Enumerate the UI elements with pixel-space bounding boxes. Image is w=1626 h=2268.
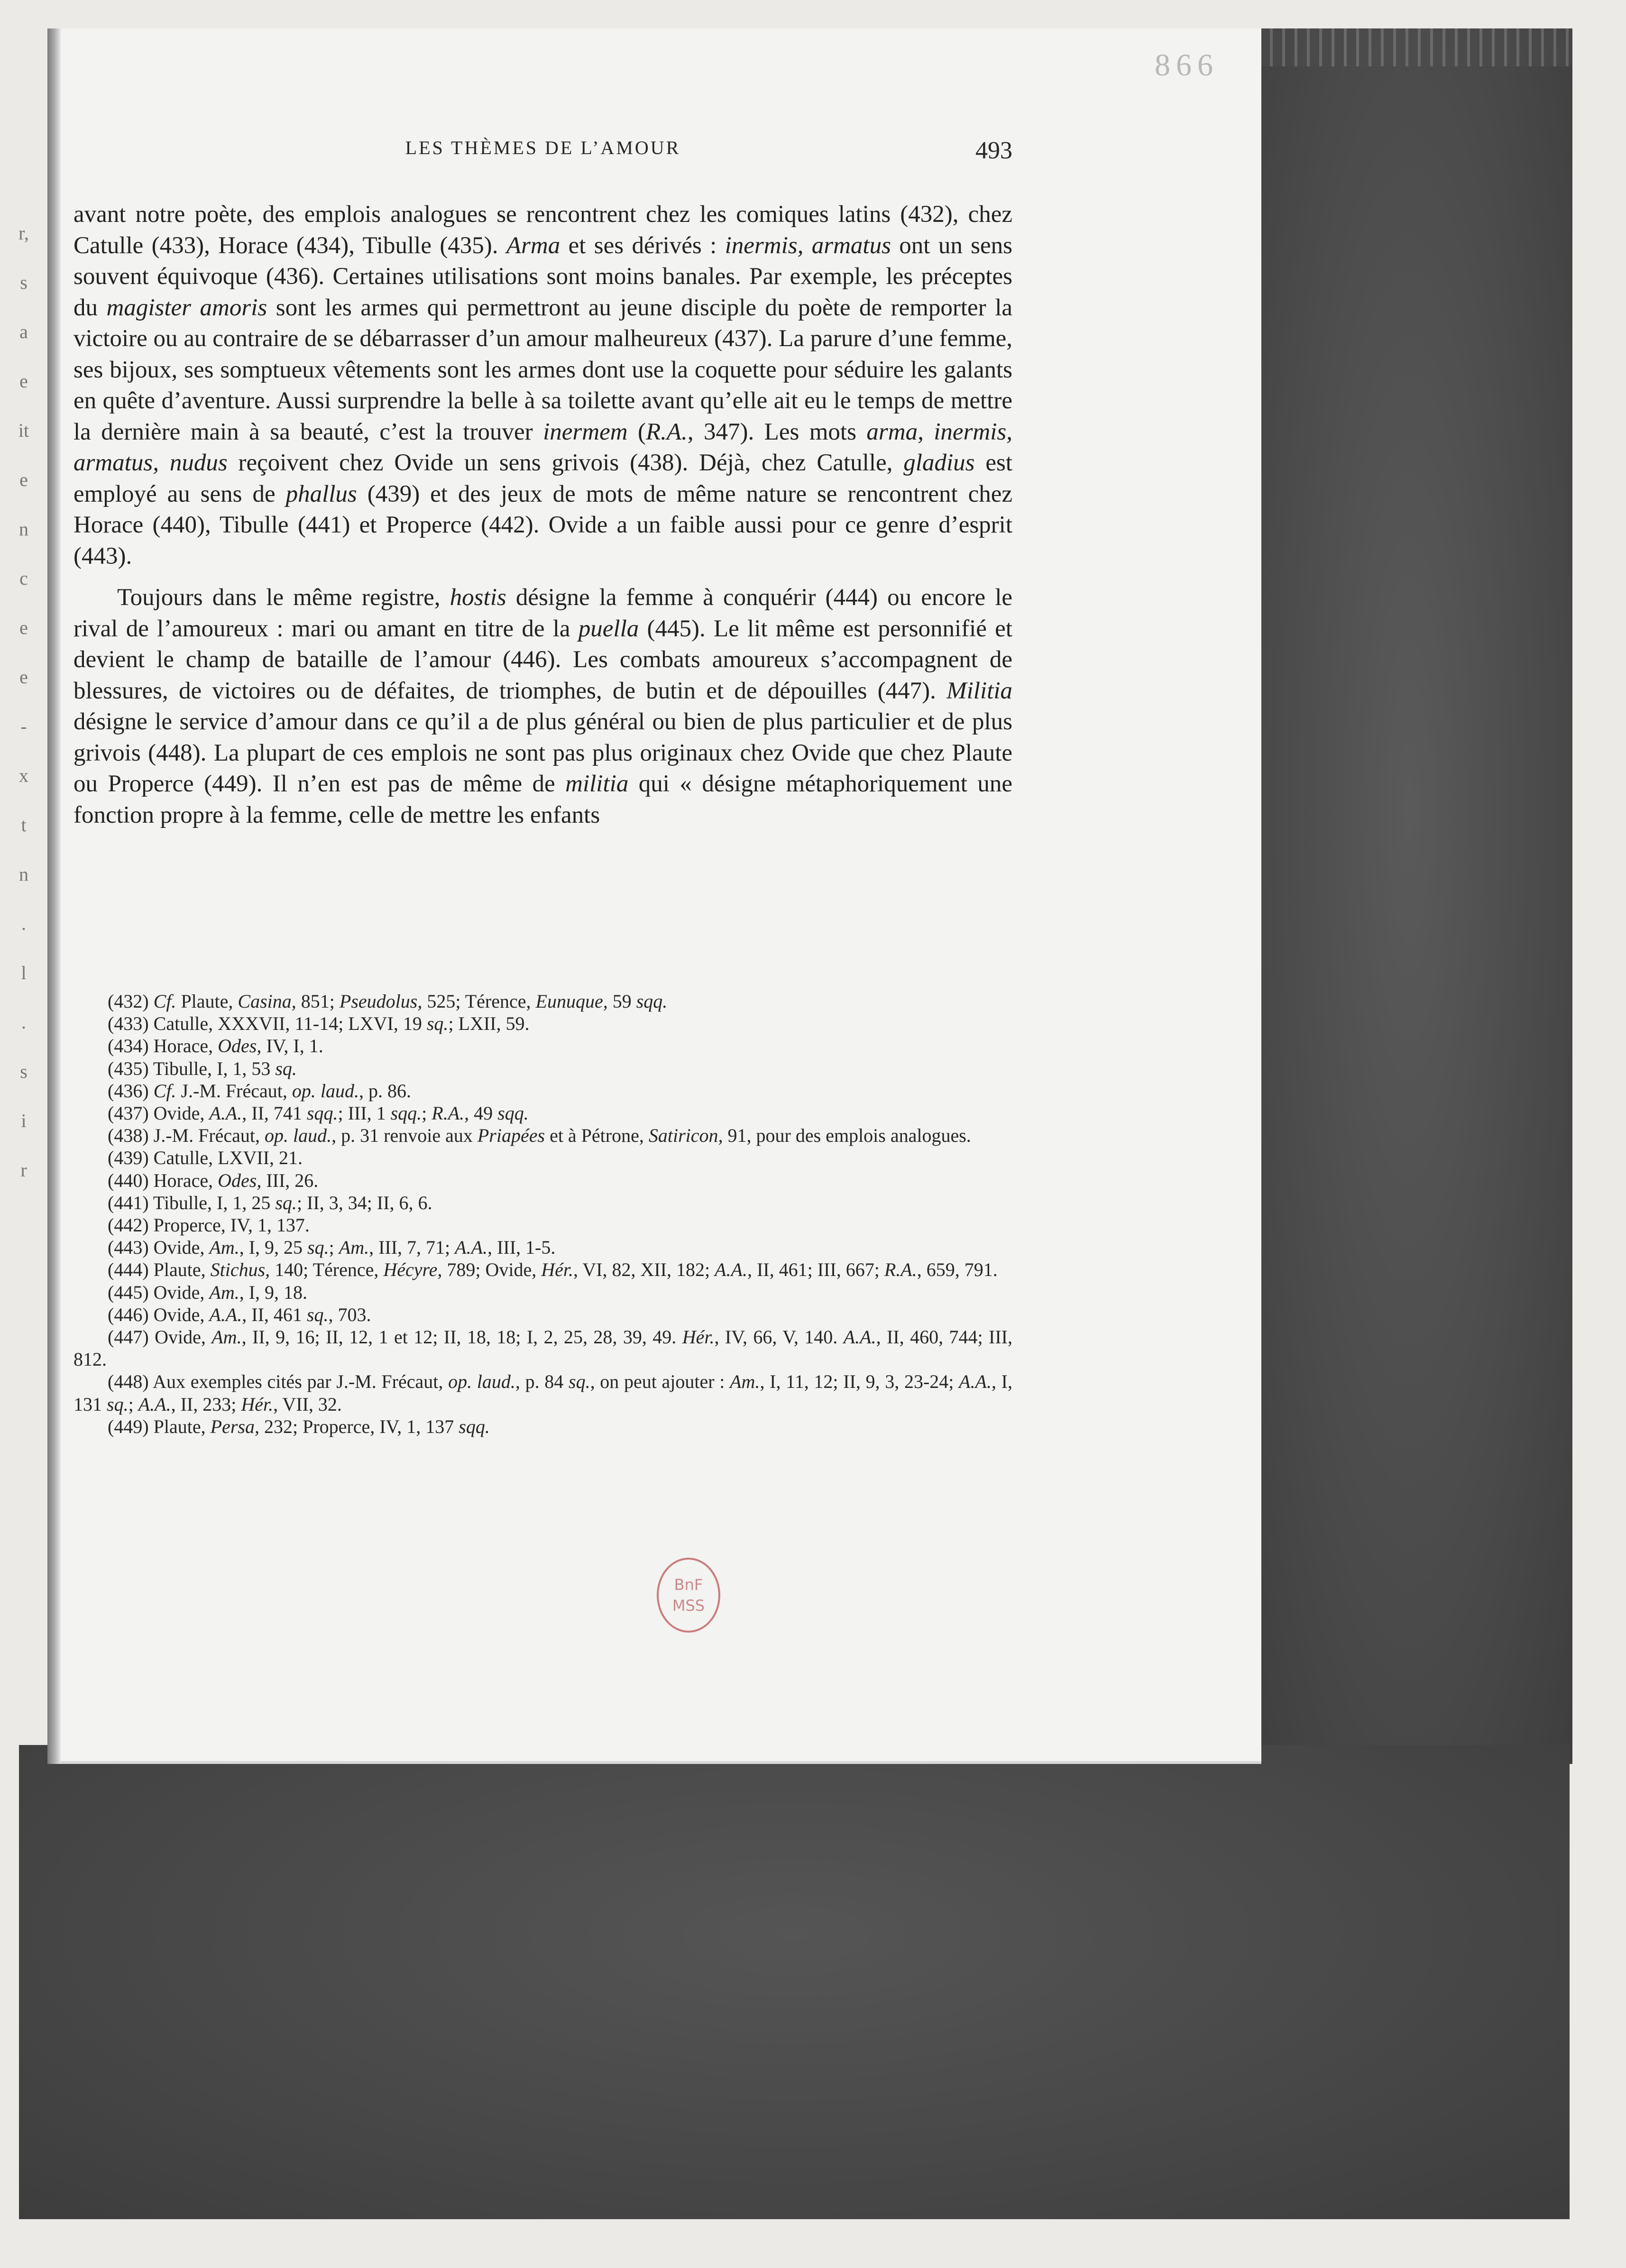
margin-letter: n bbox=[19, 518, 28, 540]
text-span: J.-M. Frécaut, bbox=[176, 1080, 292, 1102]
text-span: ; bbox=[128, 1393, 138, 1415]
footnote bbox=[73, 1035, 1012, 1057]
italic-span: A.A. bbox=[455, 1237, 488, 1258]
footnote bbox=[73, 1012, 1012, 1035]
italic-span: hostis bbox=[450, 584, 506, 611]
text-span: (433) Catulle, XXXVII, 11-14; LXVI, 19 bbox=[108, 1013, 427, 1035]
running-header bbox=[73, 137, 1012, 170]
text-span: (442) Properce, IV, 1, 137. bbox=[108, 1214, 310, 1236]
text-span: et à Pétrone, bbox=[545, 1125, 649, 1147]
text-span: (439) Catulle, LXVII, 21. bbox=[108, 1147, 303, 1169]
italic-span: sqq. bbox=[636, 991, 668, 1012]
italic-span: op. laud. bbox=[448, 1371, 515, 1393]
italic-span: sqq. bbox=[306, 1102, 338, 1124]
italic-span: Eunuque, bbox=[535, 991, 608, 1012]
text-span: (432) bbox=[108, 991, 154, 1012]
text-span: ont un sens souvent équivoque (436). Certaines utilisations sont moins banales. Par exemple, les préceptes du bbox=[73, 232, 1013, 321]
text-span: (437) Ovide, bbox=[108, 1102, 210, 1124]
margin-letter: e bbox=[19, 469, 28, 490]
footnote bbox=[73, 1281, 1012, 1304]
italic-span: sqq. bbox=[459, 1415, 490, 1437]
footnote bbox=[73, 1214, 1012, 1236]
italic-span: Am. bbox=[730, 1371, 760, 1393]
italic-span: Hér. bbox=[241, 1393, 274, 1415]
italic-span: Persa, bbox=[210, 1415, 259, 1437]
text-span: , p. 86. bbox=[358, 1080, 411, 1102]
text-span: 59 bbox=[607, 991, 636, 1012]
text-span: (436) bbox=[108, 1080, 154, 1102]
scan-shadow-right bbox=[1242, 28, 1572, 1764]
library-stamp bbox=[657, 1558, 720, 1633]
italic-span: R.A. bbox=[646, 418, 688, 445]
text-span: , III, 1-5. bbox=[487, 1237, 556, 1258]
page-binding-edge bbox=[47, 28, 61, 1764]
margin-letter: r bbox=[20, 1159, 27, 1181]
footnote bbox=[73, 990, 1012, 1012]
margin-letter: e bbox=[19, 666, 28, 688]
text-span: III, 26. bbox=[261, 1169, 319, 1191]
text-span: , I, 9, 25 bbox=[239, 1237, 308, 1258]
text-span: , p. 84 bbox=[515, 1371, 569, 1393]
text-span: (440) Horace, bbox=[108, 1169, 218, 1191]
italic-span: Hécyre, bbox=[383, 1259, 442, 1281]
text-span: désigne la femme à conquérir (444) ou encore le rival de l’amoureux : mari ou amant en titre de la bbox=[73, 584, 1013, 642]
footnote bbox=[73, 1258, 1012, 1281]
text-span: , I, 9, 18. bbox=[239, 1281, 308, 1303]
italic-span: A.A. bbox=[138, 1393, 171, 1415]
scan-shadow-bottom bbox=[19, 1745, 1570, 2219]
italic-span: phallus bbox=[285, 480, 357, 507]
text-span: , III, 7, 71; bbox=[369, 1237, 455, 1258]
italic-span: Odes, bbox=[218, 1169, 262, 1191]
italic-span: A.A. bbox=[715, 1259, 747, 1281]
text-span: , I, 11, 12; II, 9, 3, 23-24; bbox=[760, 1371, 959, 1393]
italic-span: Pseudolus, bbox=[339, 991, 423, 1012]
margin-letter: i bbox=[21, 1110, 27, 1131]
italic-span: Am. bbox=[209, 1237, 239, 1258]
text-span: avant notre poète, des emplois analogues se rencontrent chez les comiques latins (432), chez Catulle (433), Horace (434), Tibulle (435). bbox=[73, 201, 1012, 259]
text-span: , 659, 791. bbox=[917, 1259, 998, 1281]
footnote bbox=[73, 1304, 1012, 1326]
text-span: , II, 461; III, 667; bbox=[747, 1259, 884, 1281]
italic-span: Satiricon, bbox=[648, 1125, 723, 1147]
text-span: reçoivent chez Ovide un sens grivois (438). Déjà, chez Catulle, bbox=[227, 450, 904, 476]
italic-span: sq. bbox=[275, 1192, 297, 1213]
italic-span: Hér. bbox=[682, 1326, 715, 1348]
margin-letter: r, bbox=[18, 222, 29, 244]
text-span: , II, 461 bbox=[242, 1304, 307, 1325]
text-span: , VI, 82, XII, 182; bbox=[573, 1259, 715, 1281]
text-span: Plaute, bbox=[176, 991, 238, 1012]
italic-span: arma, inermis, armatus, nudus bbox=[73, 418, 1013, 476]
italic-span: inermis, armatus bbox=[725, 232, 891, 259]
text-span: 789; Ovide, bbox=[442, 1259, 542, 1281]
italic-span: Militia bbox=[946, 677, 1012, 704]
italic-span: Am. bbox=[211, 1326, 242, 1348]
footnote bbox=[73, 1147, 1012, 1169]
text-span: et ses dérivés : bbox=[560, 232, 725, 259]
footnote bbox=[73, 1192, 1012, 1214]
italic-span: sq. bbox=[275, 1057, 297, 1079]
text-span: , 703. bbox=[328, 1304, 371, 1325]
footnote bbox=[73, 1236, 1012, 1258]
footnotes bbox=[73, 990, 1012, 1438]
text-span: désigne le service d’amour dans ce qu’il a de plus général ou bien de plus particulier et de plus grivois (448). La plupart de ces emplois ne sont pas plus originaux chez Ovide que chez Plaute ou Properce (449). Il n’en est pas de même de bbox=[73, 708, 1012, 797]
stamp-line-2: MSS bbox=[672, 1597, 705, 1615]
text-span: , IV, 66, V, 140. bbox=[714, 1326, 844, 1348]
text-span: qui « désigne métaphoriquement une fonction propre à la femme, celle de mettre les enfants bbox=[73, 771, 1012, 828]
body-paragraph bbox=[73, 199, 1012, 572]
margin-letter: . bbox=[21, 1011, 26, 1033]
text-span: , II, 9, 16; II, 12, 1 et 12; II, 18, 18; I, 2, 25, 28, 39, 49. bbox=[241, 1326, 682, 1348]
italic-span: A.A. bbox=[209, 1304, 242, 1325]
text-span: (444) Plaute, bbox=[108, 1259, 211, 1281]
text-span: IV, I, 1. bbox=[261, 1035, 323, 1057]
italic-span: sq. bbox=[107, 1393, 129, 1415]
text-span: ; bbox=[422, 1102, 432, 1124]
footnote bbox=[73, 1124, 1012, 1147]
italic-span: Am. bbox=[339, 1237, 369, 1258]
text-span: ; III, 1 bbox=[338, 1102, 391, 1124]
italic-span: op. laud. bbox=[265, 1125, 332, 1147]
italic-span: Hér. bbox=[541, 1259, 573, 1281]
italic-span: magister amoris bbox=[106, 294, 267, 321]
margin-letter: it bbox=[18, 420, 29, 441]
italic-span: Arma bbox=[506, 232, 560, 259]
text-span: 525; Térence, bbox=[422, 991, 536, 1012]
text-span: , 49 bbox=[464, 1102, 498, 1124]
italic-span: R.A. bbox=[432, 1102, 465, 1124]
text-span: , VII, 32. bbox=[273, 1393, 342, 1415]
text-span: 851; bbox=[296, 991, 340, 1012]
body-paragraph bbox=[73, 582, 1012, 831]
text-span: , II, 741 bbox=[242, 1102, 307, 1124]
text-span: ; LXII, 59. bbox=[448, 1013, 530, 1035]
text-span: (438) J.-M. Frécaut, bbox=[108, 1125, 265, 1147]
italic-span: militia bbox=[565, 771, 629, 797]
margin-letter: t bbox=[21, 814, 27, 836]
italic-span: Cf. bbox=[153, 991, 176, 1012]
text-span: (439) et des jeux de mots de même nature se rencontrent chez Horace (440), Tibulle (441) et Properce (442). Ovide a un faible aussi pour ce genre d’esprit (443). bbox=[73, 480, 1012, 569]
italic-span: sqq. bbox=[390, 1102, 422, 1124]
italic-span: A.A. bbox=[843, 1326, 876, 1348]
text-span: (441) Tibulle, I, 1, 25 bbox=[108, 1192, 276, 1213]
previous-page-edge-letters bbox=[12, 209, 36, 1195]
text-span: (447) Ovide, bbox=[108, 1326, 212, 1348]
italic-span: sq. bbox=[307, 1237, 329, 1258]
archive-number: 866 bbox=[1155, 48, 1219, 83]
text-span: (435) Tibulle, I, 1, 53 bbox=[108, 1057, 276, 1079]
stamp-line-1: BnF bbox=[674, 1576, 703, 1594]
text-span: , II, 233; bbox=[171, 1393, 241, 1415]
footnote bbox=[73, 1057, 1012, 1080]
main-text bbox=[73, 199, 1012, 831]
italic-span: A.A. bbox=[209, 1102, 242, 1124]
italic-span: gladius bbox=[903, 450, 975, 476]
margin-letter: . bbox=[21, 913, 26, 934]
text-span: , I, 131 bbox=[73, 1371, 1012, 1415]
italic-span: sq. bbox=[426, 1013, 449, 1035]
text-span: ; II, 3, 34; II, 6, 6. bbox=[296, 1192, 432, 1213]
text-span: (434) Horace, bbox=[108, 1035, 218, 1057]
text-span: 232; Properce, IV, 1, 137 bbox=[259, 1415, 459, 1437]
margin-letter: c bbox=[19, 568, 28, 589]
italic-span: Odes, bbox=[218, 1035, 262, 1057]
italic-span: inermem bbox=[543, 418, 628, 445]
text-span: (443) Ovide, bbox=[108, 1237, 210, 1258]
footnote bbox=[73, 1169, 1012, 1192]
text-span: (445). Le lit même est personnifié et devient le champ de bataille de l’amour (446). Les combats amoureux s’accompagnent de blessures, de victoires ou de défaites, de triomphes, de butin et de dépouilles (447). bbox=[73, 615, 1012, 704]
margin-letter: s bbox=[20, 272, 28, 293]
footnote bbox=[73, 1415, 1012, 1438]
footnote bbox=[73, 1080, 1012, 1102]
italic-span: Casina, bbox=[238, 991, 296, 1012]
margin-letter: s bbox=[20, 1061, 28, 1082]
italic-span: Stichus, bbox=[210, 1259, 270, 1281]
italic-span: A.A. bbox=[959, 1371, 992, 1393]
italic-span: Am. bbox=[209, 1281, 239, 1303]
text-span: , on peut ajouter : bbox=[590, 1371, 730, 1393]
running-title: LES THÈMES DE L’AMOUR bbox=[405, 137, 681, 158]
margin-letter: n bbox=[19, 863, 28, 885]
italic-span: sqq. bbox=[497, 1102, 529, 1124]
text-span: ; bbox=[329, 1237, 339, 1258]
text-span: Toujours dans le même registre, bbox=[117, 584, 450, 611]
italic-span: op. laud. bbox=[292, 1080, 359, 1102]
text-span: (449) Plaute, bbox=[108, 1415, 211, 1437]
margin-letter: e bbox=[19, 617, 28, 638]
italic-span: Cf. bbox=[153, 1080, 176, 1102]
text-span: (445) Ovide, bbox=[108, 1281, 210, 1303]
text-span: 91, pour des emplois analogues. bbox=[723, 1125, 971, 1147]
text-span: ( bbox=[627, 418, 646, 445]
margin-letter: a bbox=[19, 321, 28, 342]
page-number: 493 bbox=[975, 137, 1012, 164]
italic-span: sq. bbox=[569, 1371, 590, 1393]
text-span: 140; Térence, bbox=[270, 1259, 384, 1281]
italic-span: sq. bbox=[306, 1304, 329, 1325]
italic-span: R.A. bbox=[884, 1259, 917, 1281]
footnote bbox=[73, 1370, 1012, 1415]
text-span: , 347). Les mots bbox=[687, 418, 867, 445]
italic-span: Priapées bbox=[477, 1125, 545, 1147]
text-span: (448) Aux exemples cités par J.-M. Frécaut, bbox=[108, 1371, 449, 1393]
footnote bbox=[73, 1326, 1012, 1370]
margin-letter: x bbox=[19, 765, 28, 786]
text-span: , p. 31 renvoie aux bbox=[331, 1125, 478, 1147]
margin-letter: - bbox=[20, 716, 27, 737]
footnote bbox=[73, 1102, 1012, 1124]
text-span: , II, 460, 744; III, 812. bbox=[73, 1326, 1013, 1370]
margin-letter: e bbox=[19, 370, 28, 392]
text-span: est employé au sens de bbox=[73, 450, 1012, 507]
margin-letter: l bbox=[21, 962, 27, 983]
text-span: (446) Ovide, bbox=[108, 1304, 210, 1325]
italic-span: puella bbox=[578, 615, 639, 642]
text-span: sont les armes qui permettront au jeune disciple du poète de remporter la victoire ou au contraire de se débarrasser d’un amour malheureux (437). La parure d’une femme, ses bijoux, ses somptueux vêtements sont les armes dont use la coquette pour séduire les galants en quête d’aventure. Aussi surprendre la belle à sa toilette avant qu’elle ait eu le temps de mettre la dernière main à sa beauté, c’est la trouver bbox=[73, 294, 1012, 445]
